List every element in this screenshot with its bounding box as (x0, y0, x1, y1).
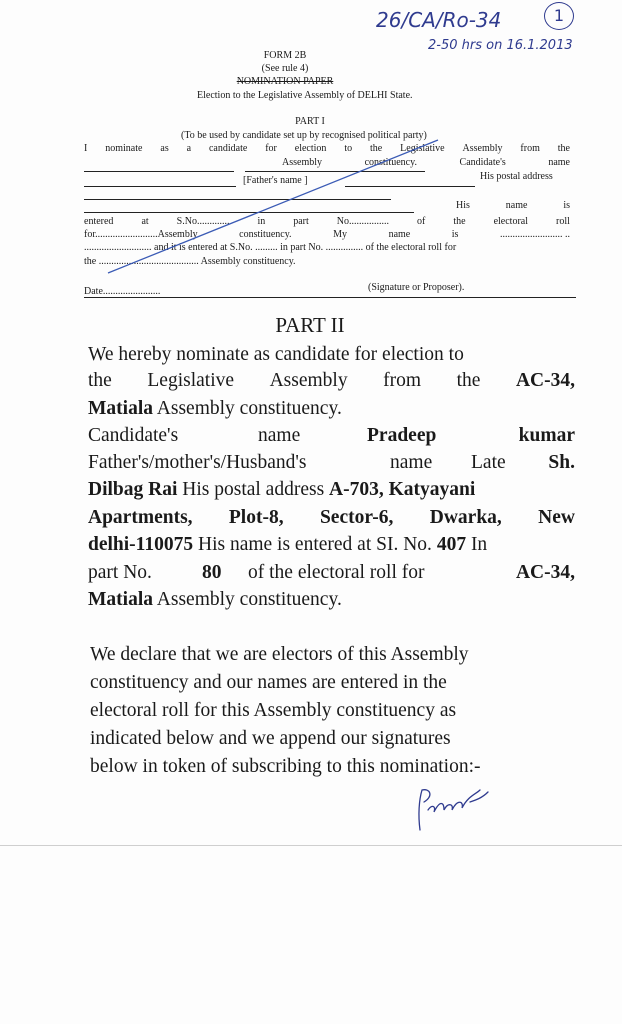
word: electoral (493, 216, 528, 227)
part1-postal-address-label: His postal address (480, 171, 553, 182)
word: the (88, 370, 112, 391)
declaration-line: electoral roll for this Assembly constituency as (90, 700, 457, 721)
word: Assembly (269, 370, 348, 391)
line-text: In (466, 534, 488, 555)
page-edge (0, 845, 622, 846)
father-name: Dilbag Rai (88, 479, 178, 500)
part1-date: Date....................... (84, 286, 161, 297)
word: candidate (208, 143, 248, 154)
address-pincode: delhi-110075 (88, 534, 194, 555)
page-number: 1 (553, 6, 565, 25)
declaration-line: constituency and our names are entered in the (90, 672, 447, 693)
handwritten-received-note: 2-50 hrs on 16.1.2013 (428, 38, 573, 53)
word: No................ (336, 216, 390, 227)
name-label: name (390, 452, 433, 473)
word: His (456, 200, 470, 211)
handwritten-signature (410, 780, 500, 835)
word: is (451, 229, 459, 240)
candidate-label: Candidate's (88, 425, 179, 446)
word: My (333, 229, 348, 240)
word: constituency. (239, 229, 292, 240)
word: at (141, 216, 149, 227)
part1-fathers-name-label: [Father's name ] (243, 175, 308, 186)
candidate-last-name: kumar (518, 425, 575, 446)
address-part: Sector-6, (319, 507, 394, 528)
part2-line7 (88, 506, 575, 531)
name-label: name (258, 425, 301, 446)
line-text: of the electoral roll for (248, 562, 425, 583)
word: entered (84, 216, 114, 227)
constituency-name: Matiala (88, 589, 153, 610)
address-part: Apartments, (88, 507, 193, 528)
word: roll (556, 216, 570, 227)
word: in (257, 216, 266, 227)
line-text: His name is entered at SI. No. (193, 534, 437, 555)
word: from (520, 143, 540, 154)
part-label: part No. (88, 562, 152, 583)
word: a (186, 143, 192, 154)
word: of (417, 216, 426, 227)
word: the (557, 143, 570, 154)
part1-signature-label: (Signature or Proposer). (368, 282, 465, 293)
candidate-first-name: Pradeep (367, 425, 437, 446)
form-rule: (See rule 4) (261, 63, 309, 74)
word: from (383, 370, 422, 391)
word: Candidate's (459, 157, 506, 168)
relation-label: Father's/mother's/Husband's (88, 452, 307, 473)
declaration-line: We declare that we are electors of this Assembly (90, 644, 469, 665)
line-text: His postal address (177, 479, 330, 500)
part2-line3 (88, 397, 342, 422)
word: election (294, 143, 327, 154)
declaration-line: below in token of subscribing to this nomination:- (90, 756, 481, 777)
word: name (548, 157, 570, 168)
form-title: NOMINATION PAPER (236, 76, 334, 87)
word: S.No............. (176, 216, 230, 227)
address-part: New (538, 507, 575, 528)
part2-line1: We hereby nominate as candidate for election to (88, 344, 464, 365)
word: I (84, 143, 88, 154)
word: Assembly (282, 157, 322, 168)
word: the (456, 370, 481, 391)
word: for (265, 143, 277, 154)
word: to (344, 143, 353, 154)
word: nominate (105, 143, 143, 154)
word: is (563, 200, 570, 211)
late-label: Late (471, 452, 506, 473)
serial-number: 407 (436, 534, 467, 555)
word: Assembly (462, 143, 503, 154)
line-text: Assembly constituency. (152, 589, 342, 610)
address-part: Plot-8, (228, 507, 284, 528)
part1-line8: the ........................................ Assembly constituency. (84, 256, 296, 267)
part2-heading: PART II (275, 313, 345, 337)
word: constituency. (364, 157, 417, 168)
part2-line2 (88, 369, 575, 394)
word: ......................... .. (499, 229, 570, 240)
part1-line7: ........................... and it is entered at S.No. ......... in part No. ............... of the electoral roll for (84, 242, 457, 253)
part2-line6 (88, 478, 475, 503)
line-text: Assembly constituency. (152, 398, 342, 419)
honorific: Sh. (548, 452, 575, 473)
constituency-code: AC-34, (515, 370, 575, 391)
word: as (160, 143, 169, 154)
part-number: 80 (202, 562, 222, 583)
constituency-name: Matiala (88, 398, 153, 419)
word: name (505, 200, 528, 211)
word: Legislative (147, 370, 235, 391)
address-part: Dwarka, (429, 507, 502, 528)
word: name (388, 229, 411, 240)
postal-address: A-703, Katyayani (329, 479, 476, 500)
constituency-code: AC-34, (515, 562, 575, 583)
word: the (370, 143, 383, 154)
part1-heading: PART I (295, 116, 325, 127)
handwritten-reference: 26/CA/Ro-34 (376, 8, 502, 32)
form-subtitle: Election to the Legislative Assembly of DELHI State. (197, 90, 413, 101)
part1-note: (To be used by candidate set up by recognised political party) (181, 130, 427, 141)
word: for.........................Assembly (84, 229, 198, 240)
word: Legislative (400, 143, 445, 154)
word: part (293, 216, 309, 227)
word: the (453, 216, 466, 227)
declaration-line: indicated below and we append our signatures (90, 728, 451, 749)
part2-line8 (88, 533, 487, 558)
part2-line10 (88, 588, 342, 613)
form-number: FORM 2B (263, 50, 307, 61)
strike-through-line (0, 0, 622, 320)
